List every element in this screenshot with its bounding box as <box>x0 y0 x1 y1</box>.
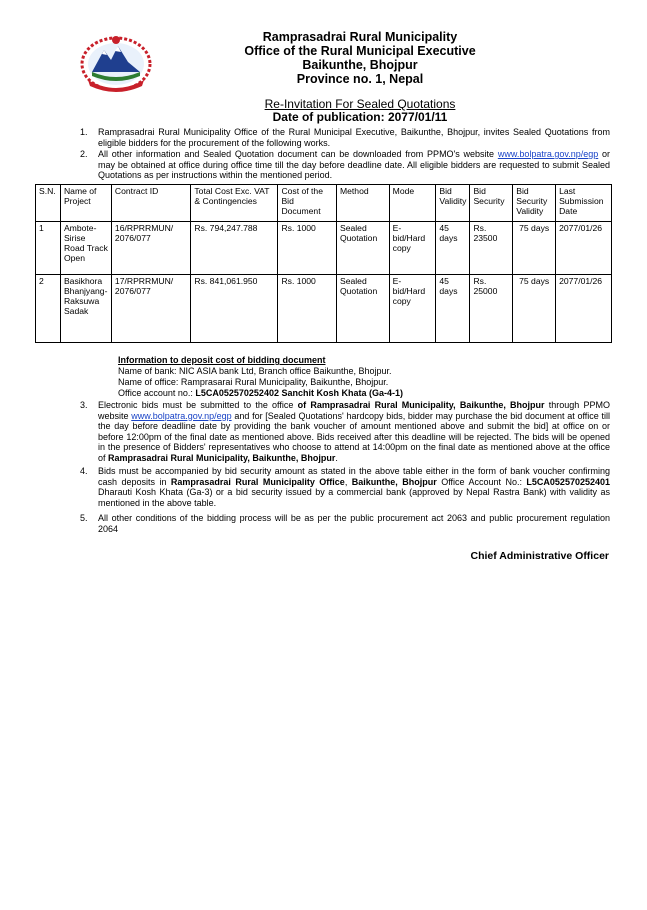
item-5-text: All other conditions of the bidding process will be as per the public procurement act 2063 and public procurement regulation 2064 <box>98 513 610 534</box>
bank-name: Name of bank: NIC ASIA bank Ltd, Branch office Baikunthe, Bhojpur. <box>118 366 392 376</box>
cell-sn: 1 <box>36 222 61 275</box>
item-3-text <box>98 400 610 463</box>
ppmo-website-link[interactable]: www.bolpatra.gov.np/egp <box>497 149 599 159</box>
signatory-title: Chief Administrative Officer <box>470 550 609 562</box>
table-row <box>36 222 612 275</box>
office-location: Baikunthe, Bhojpur <box>302 58 418 72</box>
cell-security-validity: 75 days <box>513 222 556 275</box>
cell-contract-id: 17/RPRRMUN/ 2076/077 <box>111 275 190 343</box>
header-method: Method <box>336 185 389 222</box>
municipality-name: Ramprasadrai Rural Municipality <box>262 30 458 44</box>
item-4-office-bold: Ramprasadrai Rural Municipality Office <box>170 476 345 487</box>
cell-bid-security: Rs. 23500 <box>470 222 513 275</box>
cell-bid-doc-cost: Rs. 1000 <box>278 222 337 275</box>
cell-contract-id: 16/RPRRMUN/ 2076/077 <box>111 222 190 275</box>
ppmo-website-link-2[interactable]: www.bolpatra.gov.np/egp <box>131 410 232 421</box>
account-value: L5CA052570252402 Sanchit Kosh Khata (Ga-4-1) <box>195 388 403 398</box>
publication-date: Date of publication: 2077/01/11 <box>272 110 448 124</box>
bank-info-heading: Information to deposit cost of bidding document <box>118 355 326 365</box>
table-row <box>36 275 612 343</box>
header-total-cost: Total Cost Exc. VAT & Contingencies <box>191 185 278 222</box>
cell-project: Basikhora Bhanjyang-Raksuwa Sadak <box>60 275 111 343</box>
item-4-text <box>98 466 610 508</box>
header-security-validity: Bid Security Validity <box>513 185 556 222</box>
item-3-text-a: Electronic bids must be submitted to the office <box>98 400 298 410</box>
cell-mode: E-bid/Hard copy <box>389 275 436 343</box>
item-2-text-a: All other information and Sealed Quotation document can be downloaded from PPMO's website <box>98 149 498 159</box>
item-3-text-d: and for [Sealed Quotations' hardcopy bids, bidder may purchase the bid document at office till the day before deadline date by providing the bank voucher of amount mentioned above and submit the bid] at office on or before 12:00pm of the final date as mentioned above. Bids received after this deadline will be rejected. The bids will be opened in the presence of Bidders' representatives who choose to attend at 14:00pm on the final date as mentioned above at the office of <box>98 410 610 463</box>
cell-method: Sealed Quotation <box>336 222 389 275</box>
item-3-text-f: . <box>335 452 338 463</box>
item-4-location-bold: Baikunthe, Bhojpur <box>351 476 437 487</box>
header-bid-security: Bid Security <box>470 185 513 222</box>
header-contract-id: Contract ID <box>111 185 190 222</box>
item-1-text: Ramprasadrai Rural Municipality Office of the Rural Municipal Executive, Baikunthe, Bhojpur, invites Sealed Quotations from eligible bidders for the procurement of the following works. <box>98 127 610 148</box>
item-4-text-e: Office Account No.: <box>436 476 527 487</box>
nepal-government-emblem <box>78 34 154 96</box>
cell-bid-doc-cost: Rs. 1000 <box>278 275 337 343</box>
item-4-text-g: Dharauti Kosh Khata (Ga-3) or a bid security issued by a commercial bank (approved by Nepal Rastra Bank) with validity as mentioned in the above table. <box>98 487 610 508</box>
table-header-row <box>36 185 612 222</box>
cell-total-cost: Rs. 841,061.950 <box>191 275 278 343</box>
item-number-3: 3. <box>80 400 88 410</box>
item-number-5: 5. <box>80 513 88 523</box>
province-name: Province no. 1, Nepal <box>296 72 424 86</box>
cell-submission-date: 2077/01/26 <box>556 275 612 343</box>
header-project: Name of Project <box>60 185 111 222</box>
cell-bid-security: Rs. 25000 <box>470 275 513 343</box>
cell-sn: 2 <box>36 275 61 343</box>
item-3-text-c: through PPMO website <box>98 400 610 421</box>
notice-title: Re-Invitation For Sealed Quotations <box>264 97 456 111</box>
item-3-office-bold: of Ramprasadrai Rural Municipality, Baikunthe, Bhojpur <box>297 400 545 410</box>
cell-mode: E-bid/Hard copy <box>389 222 436 275</box>
item-2-text <box>98 149 610 181</box>
item-2-text-b: or may be obtained at office during office time till the day before deadline date. All eligible bidders are requested to submit Sealed Quotations as per instructions within the mentioned period. <box>98 149 610 180</box>
office-account <box>118 388 403 399</box>
item-number-4: 4. <box>80 466 88 476</box>
header-submission-date: Last Submission Date <box>556 185 612 222</box>
cell-bid-validity: 45 days <box>436 275 470 343</box>
cell-total-cost: Rs. 794,247.788 <box>191 222 278 275</box>
item-4-text-c: , <box>344 476 352 487</box>
item-number-1: 1. <box>80 127 88 137</box>
header-mode: Mode <box>389 185 436 222</box>
item-4-account-bold: L5CA052570252401 <box>526 476 610 487</box>
cell-method: Sealed Quotation <box>336 275 389 343</box>
account-label: Office account no.: <box>118 388 196 398</box>
office-name: Office of the Rural Municipal Executive <box>244 44 476 58</box>
bid-table <box>35 184 612 343</box>
office-name-line: Name of office: Ramprasarai Rural Municipality, Baikunthe, Bhojpur. <box>118 377 389 387</box>
header-sn: S.N. <box>36 185 61 222</box>
cell-security-validity: 75 days <box>513 275 556 343</box>
cell-bid-validity: 45 days <box>436 222 470 275</box>
header-bid-doc-cost: Cost of the Bid Document <box>278 185 337 222</box>
cell-project: Ambote-Sirise Road Track Open <box>60 222 111 275</box>
item-4-text-a: Bids must be accompanied by bid security amount as stated in the above table either in the form of bank voucher confirming cash deposits in <box>98 466 610 487</box>
header-bid-validity: Bid Validity <box>436 185 470 222</box>
cell-submission-date: 2077/01/26 <box>556 222 612 275</box>
item-number-2: 2. <box>80 149 88 159</box>
item-3-office-bold-2: Ramprasadrai Rural Municipality, Baikunthe, Bhojpur <box>108 452 336 463</box>
